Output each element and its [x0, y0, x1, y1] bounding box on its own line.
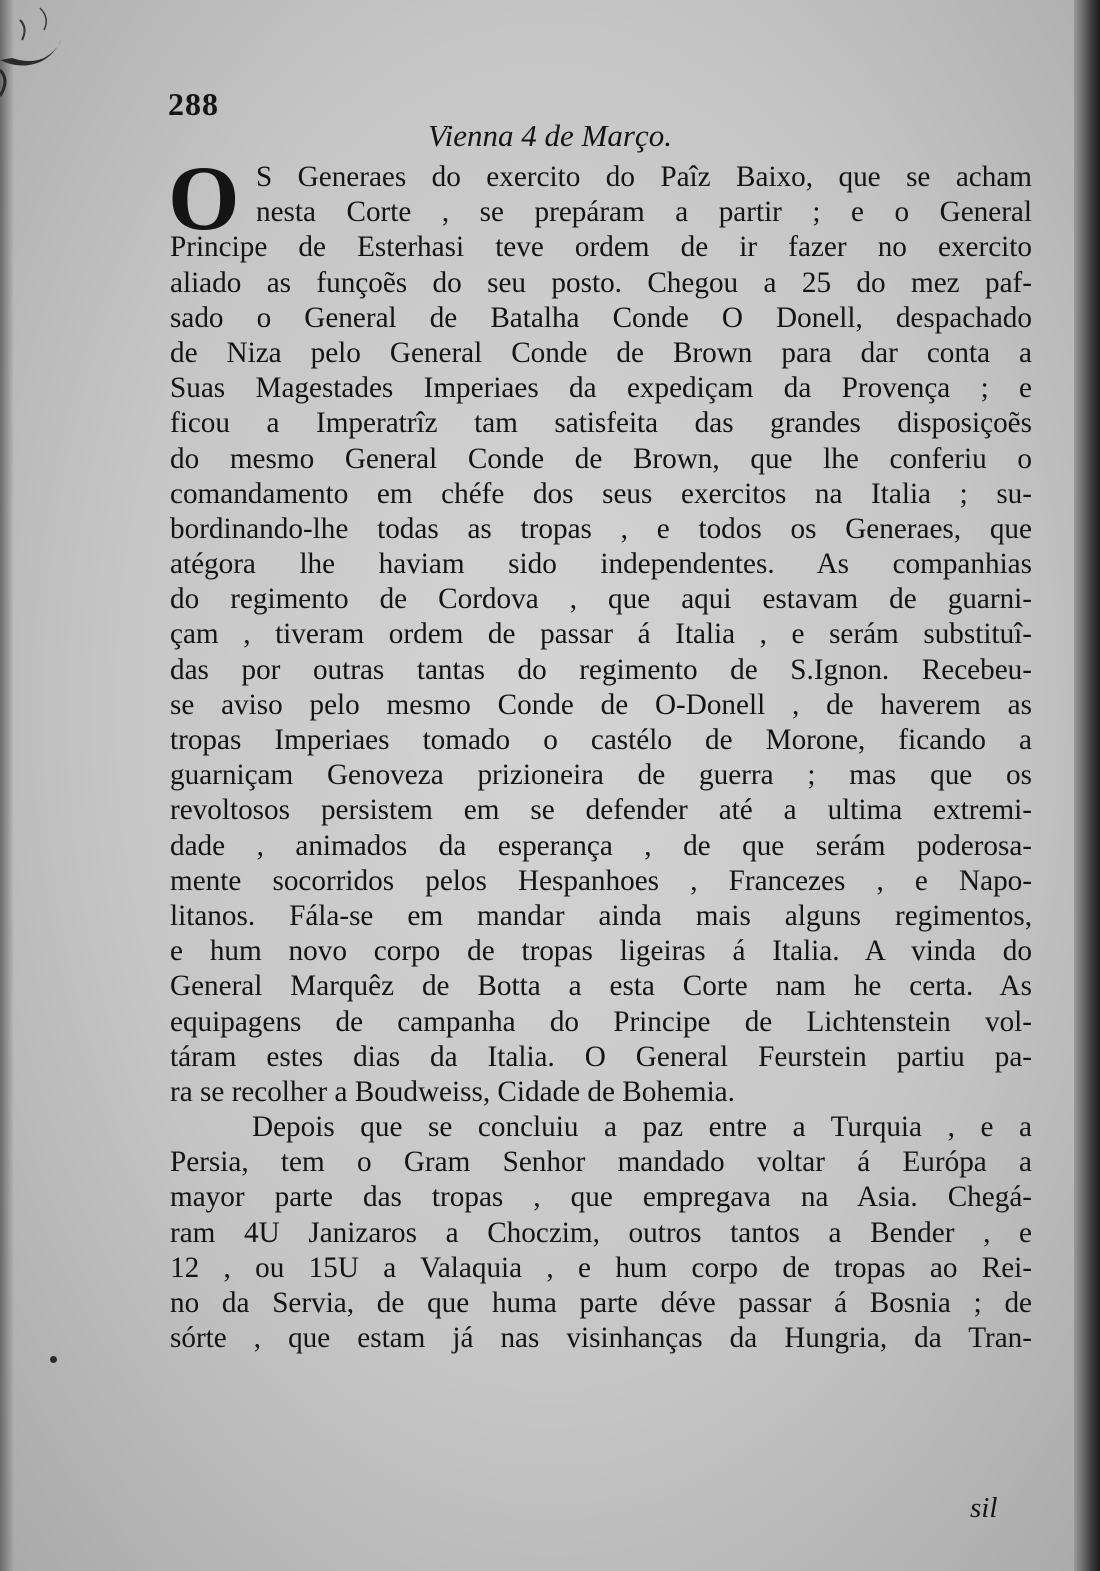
page-right-edge: [1074, 0, 1100, 1571]
text-line: do regimento de Cordova , que aqui estavam de guarni-: [170, 583, 1032, 616]
text-line: 12 , ou 15U a Valaquia , e hum corpo de tropas ao Rei-: [170, 1251, 1032, 1284]
text-line: ra se recolher a Boudweiss, Cidade de Bohemia.: [170, 1075, 735, 1108]
text-line: mente socorridos pelos Hespanhoes , Francezes , e Napo-: [170, 864, 1032, 897]
page-number: 288: [168, 86, 219, 122]
text-line: sado o General de Batalha Conde O Donell, despachado: [170, 301, 1032, 334]
text-line: Persia, tem o Gram Senhor mandado voltar á Európa a: [170, 1146, 1032, 1179]
text-line: dade , animados da esperança , de que serám poderosa-: [170, 829, 1032, 862]
text-line: no da Servia, de que huma parte déve passar á Bosnia ; de: [170, 1287, 1032, 1319]
text-line: e hum novo corpo de tropas ligeiras á Italia. A vinda do: [170, 935, 1032, 968]
text-line: Principe de Esterhasi teve ordem de ir fazer no exercito: [170, 231, 1032, 264]
text-line: atégora lhe haviam sido independentes. As companhias: [170, 548, 1032, 581]
article-body: [168, 147, 1032, 1356]
text-line: General Marquêz de Botta a esta Corte nam he certa. As: [170, 970, 1032, 1003]
text-line: táram estes dias da Italia. O General Feurstein partiu pa-: [170, 1040, 1032, 1073]
text-line: S Generaes do exercito do Paîz Baixo, que se acham: [256, 161, 1032, 193]
text-line: aliado as funçoẽs do seu posto. Chegou a 25 do mez paf-: [170, 266, 1032, 299]
text-line: nesta Corte , se prepáram a partir ; e o General: [256, 196, 1032, 229]
page-left-shadow: [0, 0, 14, 1571]
drop-cap: O: [168, 147, 240, 249]
text-line: sórte , que estam já nas visinhanças da Hungria, da Tran-: [170, 1322, 1032, 1355]
text-line: mayor parte das tropas , que empregava na Asia. Chegá-: [170, 1181, 1032, 1214]
text-line: çam , tiveram ordem de passar á Italia , e serám substituî-: [170, 618, 1032, 651]
text-line: equipagens de campanha do Principe de Lichtenstein vol-: [170, 1005, 1032, 1038]
text-line: Depois que se concluiu a paz entre a Turquia , e a: [252, 1111, 1032, 1144]
text-line: litanos. Fála-se em mandar ainda mais alguns regimentos,: [170, 899, 1032, 932]
text-line: ram 4U Janizaros a Choczim, outros tantos a Bender , e: [170, 1216, 1032, 1249]
text-line: de Niza pelo General Conde de Brown para dar conta a: [170, 336, 1032, 369]
text-line: revoltosos persistem em se defender até a ultima extremi-: [170, 794, 1032, 827]
text-line: se aviso pelo mesmo Conde de O-Donell , de haverem as: [170, 688, 1032, 721]
text-line: ficou a Imperatrîz tam satisfeita das grandes disposiçoẽs: [170, 407, 1032, 440]
text-line: Suas Magestades Imperiaes da expediçam da Provença ; e: [170, 372, 1032, 405]
text-line: comandamento em chéfe dos seus exercitos na Italia ; su-: [170, 477, 1032, 510]
text-line: bordinando-lhe todas as tropas , e todos os Generaes, que: [170, 512, 1032, 545]
text-line: do mesmo General Conde de Brown, que lhe conferiu o: [170, 442, 1032, 475]
text-line: das por outras tantas do regimento de S.Ignon. Recebeu-: [170, 653, 1032, 686]
catchword: sil: [970, 1492, 998, 1524]
dateline-heading: Vienna 4 de Março.: [428, 118, 672, 153]
text-line: guarniçam Genoveza prizioneira de guerra ; mas que os: [170, 759, 1032, 792]
ink-speck: [50, 1356, 57, 1363]
text-line: tropas Imperiaes tomado o castélo de Morone, ficando a: [170, 724, 1032, 756]
corner-ink-blot-icon: [0, 0, 90, 110]
